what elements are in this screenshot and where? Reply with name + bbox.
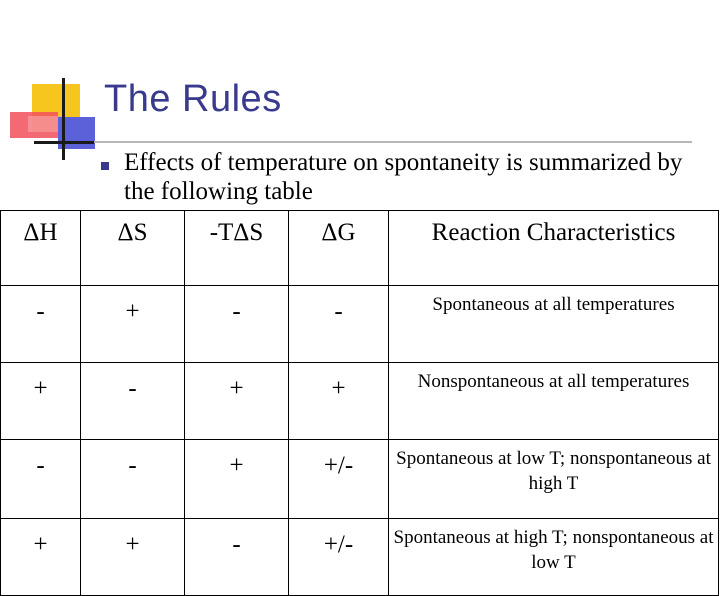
header-delta-g: ΔG [289, 211, 389, 286]
decor-vertical-line [62, 78, 65, 160]
bullet-square-icon [101, 162, 109, 170]
cell-reaction-characteristics: Nonspontaneous at all temperatures [389, 363, 719, 440]
cell-delta-s: + [81, 286, 185, 363]
table-row [1, 440, 719, 519]
cell-minus-t-delta-s: - [185, 286, 289, 363]
cell-delta-s: + [81, 519, 185, 596]
cell-delta-s: - [81, 363, 185, 440]
header-delta-s: ΔS [81, 211, 185, 286]
spontaneity-table [0, 210, 719, 596]
header-minus-t-delta-s: -TΔS [185, 211, 289, 286]
cell-delta-g: - [289, 286, 389, 363]
cell-delta-g: +/- [289, 440, 389, 519]
cell-delta-g: + [289, 363, 389, 440]
title-underline-accent [34, 141, 94, 144]
cell-reaction-characteristics: Spontaneous at high T; nonspontaneous at low T [389, 519, 719, 596]
decor-pink-square [28, 116, 62, 132]
table-row [1, 519, 719, 596]
header-reaction-characteristics: Reaction Characteristics [389, 211, 719, 286]
cell-delta-h: - [1, 286, 81, 363]
bullet-text: Effects of temperature on spontaneity is summarized by the following table [124, 149, 683, 205]
cell-reaction-characteristics: Spontaneous at low T; nonspontaneous at high T [389, 440, 719, 519]
cell-delta-h: + [1, 363, 81, 440]
table-row [1, 286, 719, 363]
cell-minus-t-delta-s: + [185, 363, 289, 440]
cell-delta-h: + [1, 519, 81, 596]
slide-title: The Rules [104, 78, 282, 120]
cell-delta-g: +/- [289, 519, 389, 596]
cell-delta-s: - [81, 440, 185, 519]
cell-reaction-characteristics: Spontaneous at all temperatures [389, 286, 719, 363]
cell-minus-t-delta-s: + [185, 440, 289, 519]
title-underline [34, 141, 692, 143]
table-row [1, 363, 719, 440]
cell-minus-t-delta-s: - [185, 519, 289, 596]
cell-delta-h: - [1, 440, 81, 519]
table-header-row [1, 211, 719, 286]
header-delta-h: ΔH [1, 211, 81, 286]
